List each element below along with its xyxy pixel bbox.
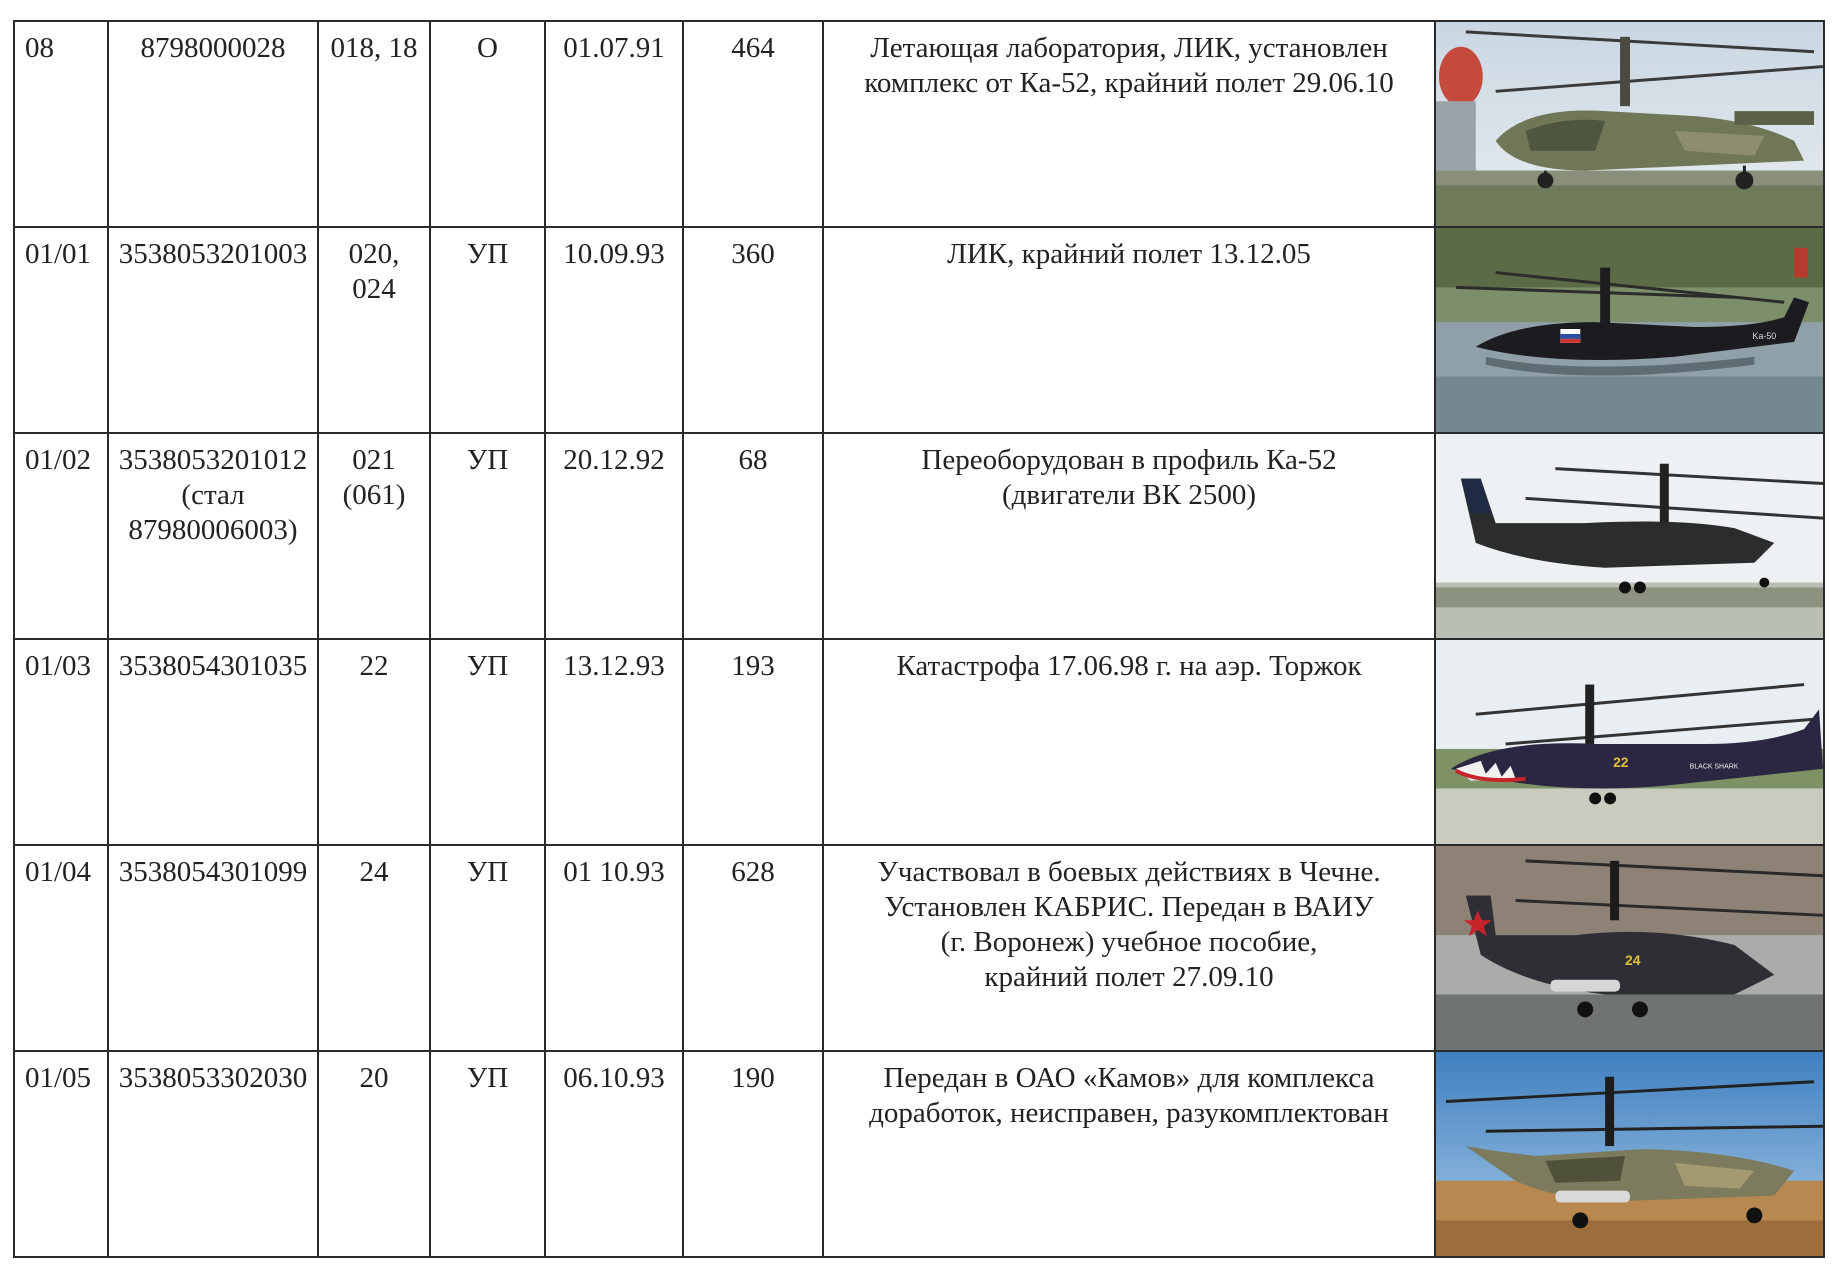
- helicopter-photo: [1435, 21, 1824, 227]
- cell-number: 08: [14, 21, 108, 227]
- cell-serial: 3538053201003: [108, 227, 318, 433]
- svg-text:22: 22: [1613, 753, 1629, 770]
- cell-hours: 464: [683, 21, 823, 227]
- cell-type: УП: [430, 845, 545, 1051]
- cell-tail-number: 20: [318, 1051, 430, 1257]
- cell-serial: 3538053302030: [108, 1051, 318, 1257]
- cell-serial: 8798000028: [108, 21, 318, 227]
- cell-serial: 3538053201012 (стал 87980006003): [108, 433, 318, 639]
- helicopter-photo: [1435, 639, 1824, 845]
- table-row: [14, 845, 1824, 1051]
- table-row: [14, 1051, 1824, 1257]
- helicopter-photo: [1435, 1051, 1824, 1257]
- svg-text:Ka-50: Ka-50: [1752, 330, 1777, 341]
- helicopter-image: [1436, 1052, 1823, 1256]
- helicopter-image: [1436, 640, 1823, 844]
- cell-tail-number: 018, 18: [318, 21, 430, 227]
- helicopter-registry-table: [13, 20, 1825, 1258]
- cell-note: ЛИК, крайний полет 13.12.05: [823, 227, 1435, 433]
- svg-text:24: 24: [1625, 951, 1641, 968]
- cell-number: 01/04: [14, 845, 108, 1051]
- svg-text:BLACK SHARK: BLACK SHARK: [1689, 763, 1739, 771]
- helicopter-photo: [1435, 845, 1824, 1051]
- table-row: [14, 433, 1824, 639]
- cell-type: УП: [430, 1051, 545, 1257]
- cell-hours: 628: [683, 845, 823, 1051]
- cell-type: УП: [430, 227, 545, 433]
- cell-date: 01.07.91: [545, 21, 683, 227]
- cell-note: Катастрофа 17.06.98 г. на аэр. Торжок: [823, 639, 1435, 845]
- cell-tail-number: 021 (061): [318, 433, 430, 639]
- cell-serial: 3538054301035: [108, 639, 318, 845]
- cell-tail-number: 24: [318, 845, 430, 1051]
- helicopter-image: [1436, 846, 1823, 1050]
- cell-number: 01/01: [14, 227, 108, 433]
- helicopter-image: [1436, 228, 1823, 432]
- cell-date: 13.12.93: [545, 639, 683, 845]
- helicopter-photo: [1435, 227, 1824, 433]
- cell-note: Участвовал в боевых действиях в Чечне. Установлен КАБРИС. Передан в ВАИУ (г. Воронеж) учебное пособие, крайний полет 27.09.10: [823, 845, 1435, 1051]
- cell-number: 01/03: [14, 639, 108, 845]
- cell-type: О: [430, 21, 545, 227]
- cell-tail-number: 22: [318, 639, 430, 845]
- helicopter-photo: [1435, 433, 1824, 639]
- cell-serial: 3538054301099: [108, 845, 318, 1051]
- cell-hours: 193: [683, 639, 823, 845]
- cell-type: УП: [430, 433, 545, 639]
- cell-number: 01/02: [14, 433, 108, 639]
- cell-date: 10.09.93: [545, 227, 683, 433]
- cell-number: 01/05: [14, 1051, 108, 1257]
- cell-note: Переоборудован в профиль Ка-52 (двигатели ВК 2500): [823, 433, 1435, 639]
- cell-date: 06.10.93: [545, 1051, 683, 1257]
- cell-tail-number: 020, 024: [318, 227, 430, 433]
- helicopter-image: [1436, 434, 1823, 638]
- helicopter-image: [1436, 22, 1823, 226]
- cell-note: Передан в ОАО «Камов» для комплекса доработок, неисправен, разукомплектован: [823, 1051, 1435, 1257]
- cell-hours: 68: [683, 433, 823, 639]
- cell-hours: 360: [683, 227, 823, 433]
- cell-type: УП: [430, 639, 545, 845]
- cell-note: Летающая лаборатория, ЛИК, установлен комплекс от Ка-52, крайний полет 29.06.10: [823, 21, 1435, 227]
- cell-hours: 190: [683, 1051, 823, 1257]
- table-row: [14, 21, 1824, 227]
- cell-date: 01 10.93: [545, 845, 683, 1051]
- table-row: [14, 227, 1824, 433]
- cell-date: 20.12.92: [545, 433, 683, 639]
- table-row: [14, 639, 1824, 845]
